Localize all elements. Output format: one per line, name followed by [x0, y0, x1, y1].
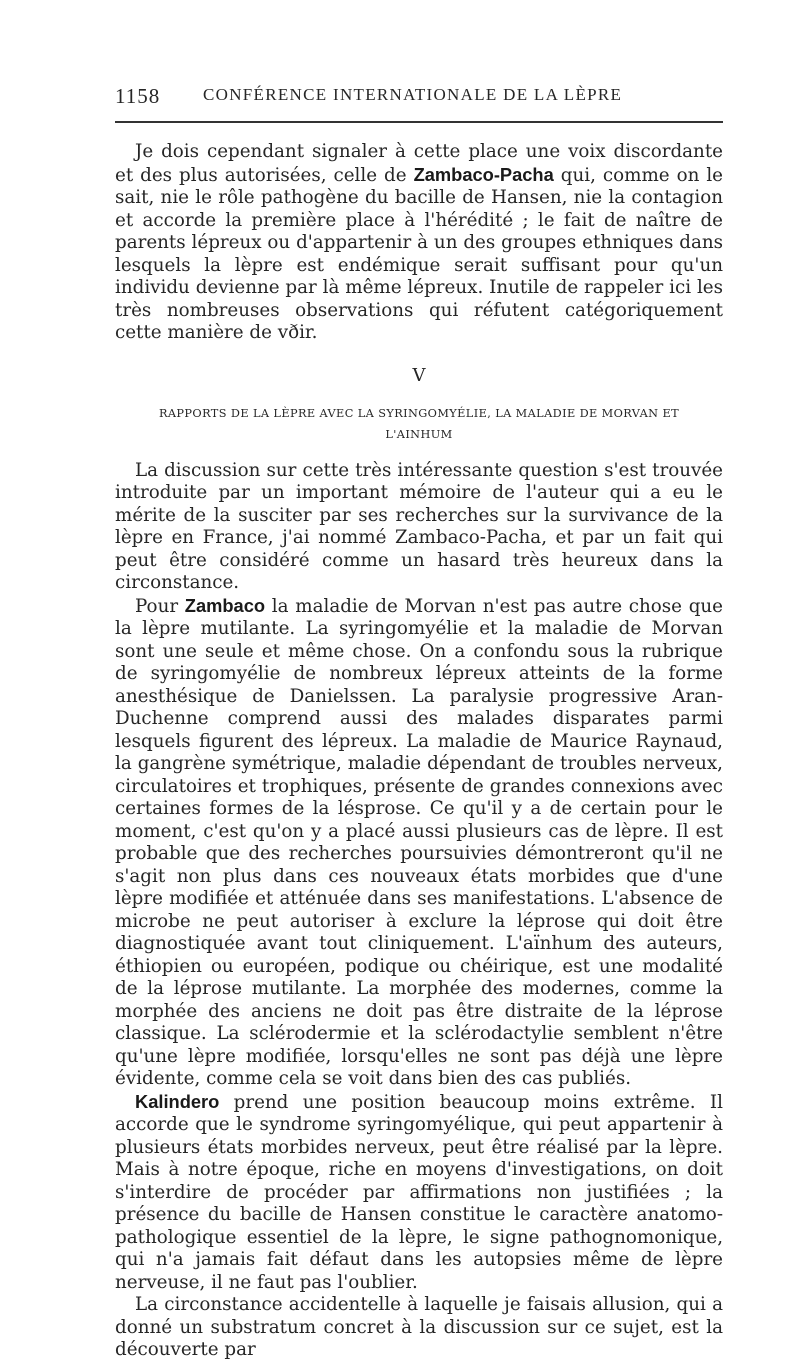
paragraph-1 [115, 141, 723, 345]
section-numeral: V [412, 364, 426, 386]
author-name-zambaco: Zambaco [184, 594, 266, 616]
page-number: 1158 [115, 84, 161, 108]
running-title: CONFÉRENCE INTERNATIONALE DE LA LÈPRE [203, 85, 623, 104]
paragraph-4 [115, 1091, 723, 1295]
page-header [115, 84, 723, 112]
header-rule [115, 121, 723, 123]
paragraph-1-text-start: Je dois cependant signaler à cette place une voix discordante et des plus autorisées, celle de [115, 141, 723, 186]
author-name-kalindero: Kalindero [135, 1090, 220, 1112]
paragraph-2: La discussion sur cette très intéressante question s'est trouvée introduite par un important mémoire de l'auteur qui a eu le mérite de la susciter par ses recherches sur la survivance de la lèpre en France, j'ai nommé Zambaco-Pacha, et par un fait qui peut être considéré comme un hasard très heureux dans la circonstance. [115, 459, 723, 593]
paragraph-3-text-start: Pour [135, 595, 185, 617]
section-heading-line-2: L'AINHUM [385, 427, 453, 441]
paragraph-5: La circonstance accidentelle à laquelle je faisais allusion, qui a donné un substratum concret à la discussion sur ce sujet, est la découverte par [115, 1294, 723, 1360]
paragraph-1-text-end: qui, comme on le sait, nie le rôle pathogène du bacille de Hansen, nie la contagion et accorde la première place à l'hérédité ; le fait de naître de parents lépreux ou d'appartenir à un des groupes ethniques dans lesquels la lèpre est endémique serait suffisant pour qu'un individu devienne par là même lépreux. Inutile de rappeler ici les très nombreuses observations qui réfutent catégoriquement cette manière de vðir. [115, 164, 724, 343]
author-name-zambaco-pacha: Zambaco-Pacha [413, 163, 554, 185]
section-heading-line-1: RAPPORTS DE LA LÈPRE AVEC LA SYRINGOMYÉLIE, LA MALADIE DE MORVAN ET [158, 406, 680, 420]
paragraph-3-text-end: la maladie de Morvan n'est pas autre chose que la lèpre mutilante. La syringomyélie et la maladie de Morvan sont une seule et même chose. On a confondu sous la rubrique de syringomyélie de nombreux lépreux atteints de la forme anesthésique de Danielssen. La paralysie progressive Aran-Duchenne comprend aussi des malades disparates parmi lesquels figurent des lépreux. La maladie de Maurice Raynaud, la gangrène symétrique, maladie dépendant de troubles nerveux, circulatoires et trophiques, présente de grandes connexions avec certaines formes de la lésprose. Ce qu'il y a de certain pour le moment, c'est qu'on y a placé aussi plusieurs cas de lèpre. Il est probable que des recherches poursuivies démontreront qu'il ne s'agit non plus dans ces nouveaux états morbides que d'une lèpre modifiée et atténuée dans ses manifestations. L'absence de microbe ne peut autoriser à exclure la léprose qui doit être diagnostiquée avant tout cliniquement. L'aïnhum des auteurs, éthiopien ou européen, podique ou chéirique, est une modalité de la léprose mutilante. La morphée des modernes, comme la morphée des anciens ne doit pas être distraite de la léprose classique. La sclérodermie et la sclérodactylie semblent n'être qu'une lèpre modifiée, lorsqu'elles ne sont pas déjà une lèpre évidente, comme cela se voit dans bien des cas publiés. [115, 595, 723, 1089]
paragraph-3 [115, 595, 723, 1091]
paragraph-4-text: prend une position beaucoup moins extrême. Il accorde que le syndrome syringomyélique, qui peut appartenir à plusieurs états morbides nerveux, peut être réalisé par la lèpre. Mais à notre époque, riche en moyens d'investigations, on doit s'interdire de procéder par affirmations non justifiées ; la présence du bacille de Hansen constitue le caractère anatomo-pathologique essentiel de la lèpre, le signe pathognomonique, qui n'a jamais fait défaut dans les autopsies même de lèpre nerveuse, il ne faut pas l'oublier. [115, 1091, 723, 1293]
section-heading [115, 401, 723, 443]
body-text [115, 141, 723, 1362]
